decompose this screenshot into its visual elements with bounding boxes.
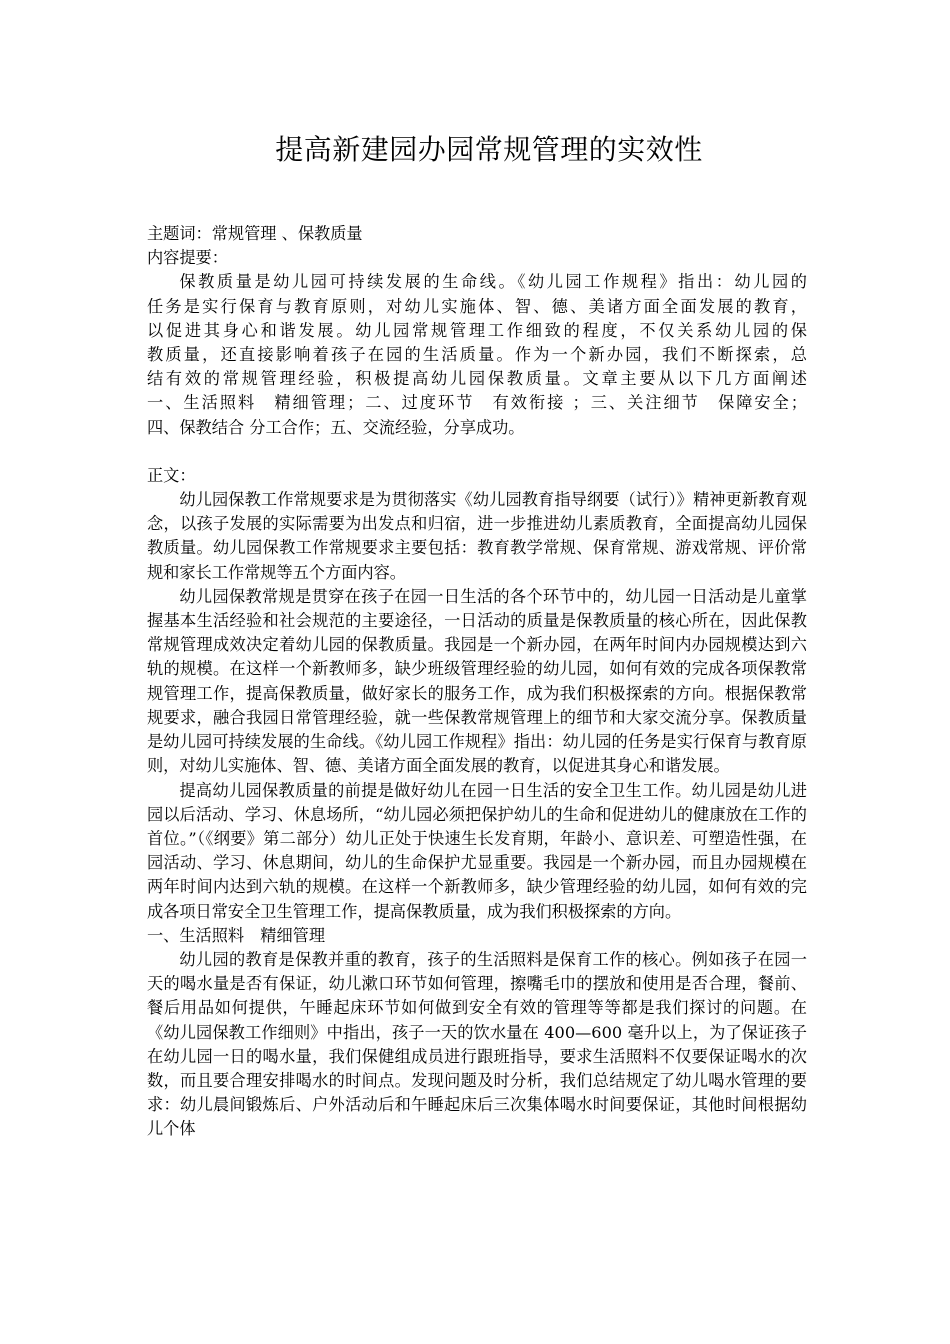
section-heading: 一、生活照料 精细管理: [147, 925, 326, 945]
spacer: [147, 440, 807, 464]
document-title: 提高新建园办园常规管理的实效性: [275, 133, 703, 166]
abstract-line: 保教质量是幼儿园可持续发展的生命线。《幼儿园工作规程》指出：幼儿园的: [179, 272, 807, 292]
abstract-line: 四、保教结合 分工合作；五、交流经验，分享成功。: [147, 417, 525, 437]
abstract-label: 内容提要：: [147, 248, 228, 268]
abstract-line: 一、生活照料 精细管理；二、过度环节 有效衔接 ；三、关注细节 保障安全；: [147, 393, 807, 413]
abstract-line: 以促进其身心和谐发展。幼儿园常规管理工作细致的程度，不仅关系幼儿园的保: [147, 320, 807, 340]
body-paragraph: 提高幼儿园保教质量的前提是做好幼儿在园一日生活的安全卫生工作。幼儿园是幼儿进园以后活动、学习、休息场所，“幼儿园必须把保护幼儿的生命和促进幼儿的健康放在工作的首位。”（《纲要》第二部分）幼儿正处于快速生长发育期，年龄小、意识差、可塑造性强，在园活动、学习、休息期间，幼儿的生命保护尤显重要。我园是一个新办园，而且办园规模在两年时间内达到六轨的规模。在这样一个新教师多，缺少管理经验的幼儿园，如何有效的完成各项日常安全卫生管理工作，提高保教质量，成为我们积极探索的方向。: [147, 780, 807, 921]
abstract-line: 任务是实行保育与教育原则，对幼儿实施体、智、德、美诸方面全面发展的教育，: [147, 296, 807, 316]
document-body: [147, 222, 807, 1142]
body-paragraph: 幼儿园的教育是保教并重的教育，孩子的生活照料是保育工作的核心。例如孩子在园一天的喝水量是否有保证，幼儿漱口环节如何管理，擦嘴毛巾的摆放和使用是否合理，餐前、餐后用品如何提供，午睡起床环节如何做到安全有效的管理等等都是我们探讨的问题。在《幼儿园保教工作细则》中指出，孩子一天的饮水量在 400—600 毫升以上，为了保证孩子在幼儿园一日的喝水量，我们保健组成员进行跟班指导，要求生活照料不仅要保证喝水的次数，而且要合理安排喝水的时间点。发现问题及时分析，我们总结规定了幼儿喝水管理的要求：幼儿晨间锻炼后、户外活动后和午睡起床后三次集体喝水时间要保证，其他时间根据幼儿个体: [147, 949, 807, 1139]
body-label: 正文：: [147, 465, 196, 485]
body-paragraph: 幼儿园保教工作常规要求是为贯彻落实《幼儿园教育指导纲要（试行）》精神更新教育观念，以孩子发展的实际需要为出发点和归宿，进一步推进幼儿素质教育，全面提高幼儿园保教质量。幼儿园保教工作常规要求主要包括：教育教学常规、保育常规、游戏常规、评价常规和家长工作常规等五个方面内容。: [147, 490, 807, 582]
abstract-block: [147, 270, 807, 439]
keywords-line: 主题词：常规管理 、保教质量: [147, 224, 363, 243]
body-paragraph: 幼儿园保教常规是贯穿在孩子在园一日生活的各个环节中的，幼儿园一日活动是儿童掌握基本生活经验和社会规范的主要途径，一日活动的质量是保教质量的核心所在，因此保教常规管理成效决定着幼儿园的保教质量。我园是一个新办园，在两年时间内办园规模达到六轨的规模。在这样一个新教师多，缺少班级管理经验的幼儿园，如何有效的完成各项保教常规管理工作，提高保教质量，做好家长的服务工作，成为我们积极探索的方向。根据保教常规要求，融合我园日常管理经验，就一些保教常规管理上的细节和大家交流分享。保教质量是幼儿园可持续发展的生命线。《幼儿园工作规程》指出：幼儿园的任务是实行保育与教育原则，对幼儿实施体、智、德、美诸方面全面发展的教育，以促进其身心和谐发展。: [147, 586, 807, 776]
abstract-line: 教质量，还直接影响着孩子在园的生活质量。作为一个新办园，我们不断探索，总: [147, 344, 807, 364]
abstract-line: 结有效的常规管理经验，积极提高幼儿园保教质量。文章主要从以下几方面阐述: [147, 369, 807, 389]
